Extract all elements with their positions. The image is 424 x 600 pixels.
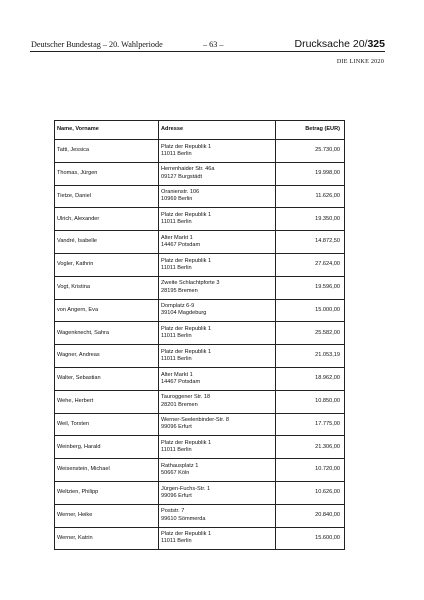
table-row bbox=[55, 413, 345, 436]
page-number: – 63 – bbox=[203, 40, 224, 49]
table-row bbox=[55, 504, 345, 527]
cell-address bbox=[159, 231, 276, 254]
address-street: Platz der Republik 1 bbox=[161, 326, 212, 332]
address-street: Platz der Republik 1 bbox=[161, 212, 212, 219]
address-street: Tauroggener Str. 18 bbox=[161, 394, 211, 401]
cell-amount: 10.720,00 bbox=[276, 459, 345, 482]
address-street: Rathausplatz 1 bbox=[161, 462, 199, 469]
cell-address bbox=[159, 390, 276, 413]
cell-name: Thomas, Jürgen bbox=[55, 162, 159, 185]
cell-name: von Angern, Eva bbox=[55, 299, 159, 322]
cell-amount: 11.626,00 bbox=[276, 185, 345, 208]
address-city: 39104 Magdeburg bbox=[161, 310, 207, 317]
table-row bbox=[55, 140, 345, 163]
address-street: Zweite Schlachtpforte 3 bbox=[161, 280, 220, 287]
cell-name: Vogler, Kathrin bbox=[55, 253, 159, 276]
cell-amount: 20.840,00 bbox=[276, 504, 345, 527]
cell-name: Tatti, Jessica bbox=[55, 140, 159, 163]
cell-name: Vogt, Kristina bbox=[55, 276, 159, 299]
address-city: 11011 Berlin bbox=[161, 447, 192, 454]
cell-amount: 14.872,50 bbox=[276, 231, 345, 254]
cell-address bbox=[159, 162, 276, 185]
cell-name: Weisenstein, Michael bbox=[55, 459, 159, 482]
address-street: Alter Markt 1 bbox=[161, 371, 193, 378]
table-row bbox=[55, 345, 345, 368]
cell-amount: 18.962,00 bbox=[276, 367, 345, 390]
cell-amount: 17.775,00 bbox=[276, 413, 345, 436]
cell-address bbox=[159, 413, 276, 436]
table-row bbox=[55, 322, 345, 345]
cell-address bbox=[159, 459, 276, 482]
cell-address bbox=[159, 253, 276, 276]
table-row bbox=[55, 390, 345, 413]
cell-name: Werner, Katrin bbox=[55, 527, 159, 550]
header-rule bbox=[30, 51, 385, 52]
address-city: 99610 Sömmerda bbox=[161, 515, 206, 522]
address-street: Werner-Seelenbinder-Str. 8 bbox=[161, 417, 229, 424]
address-street: Alter Markt 1 bbox=[161, 234, 193, 241]
column-header-amount: Betrag (EUR) bbox=[276, 121, 345, 140]
address-city: 50667 Köln bbox=[161, 470, 190, 477]
table-row bbox=[55, 185, 345, 208]
address-city: 11011 Berlin bbox=[161, 264, 192, 271]
table-row bbox=[55, 367, 345, 390]
column-header-name: Name, Vorname bbox=[55, 121, 159, 140]
document-number-prefix: Drucksache 20/ bbox=[294, 38, 368, 50]
donations-table bbox=[54, 120, 345, 550]
cell-amount: 25.730,00 bbox=[276, 140, 345, 163]
cell-name: Weltzien, Philipp bbox=[55, 481, 159, 504]
cell-address bbox=[159, 436, 276, 459]
table-row bbox=[55, 162, 345, 185]
address-city: 28201 Bremen bbox=[161, 401, 198, 408]
cell-amount: 19.998,00 bbox=[276, 162, 345, 185]
address-street: Platz der Republik 1 bbox=[161, 257, 212, 264]
cell-name: Ulrich, Alexander bbox=[55, 208, 159, 231]
table-row bbox=[55, 527, 345, 550]
address-city: 10969 Berlin bbox=[161, 196, 193, 203]
cell-address bbox=[159, 299, 276, 322]
cell-name: Werner, Heike bbox=[55, 504, 159, 527]
cell-name: Wagner, Andreas bbox=[55, 345, 159, 368]
header-left-title: Deutscher Bundestag – 20. Wahlperiode bbox=[31, 40, 163, 49]
address-city: 11011 Berlin bbox=[161, 219, 192, 226]
address-street: Platz der Republik 1 bbox=[161, 439, 212, 446]
cell-amount: 10.850,00 bbox=[276, 390, 345, 413]
cell-amount: 25.582,00 bbox=[276, 322, 345, 345]
cell-amount: 21.053,19 bbox=[276, 345, 345, 368]
cell-amount: 21.306,00 bbox=[276, 436, 345, 459]
address-street: Platz der Republik 1 bbox=[161, 531, 212, 538]
address-city: 11011 Berlin bbox=[161, 538, 192, 545]
cell-amount: 10.626,00 bbox=[276, 481, 345, 504]
table-row bbox=[55, 231, 345, 254]
address-street: Herrenhaider Str. 46a bbox=[161, 166, 215, 173]
cell-address bbox=[159, 208, 276, 231]
address-city: 11011 Berlin bbox=[161, 150, 192, 157]
cell-name: Wagenknecht, Sahra bbox=[55, 322, 159, 345]
address-city: 14467 Potsdam bbox=[161, 378, 201, 385]
table-row bbox=[55, 436, 345, 459]
table-body bbox=[55, 140, 345, 550]
address-city: 99096 Erfurt bbox=[161, 492, 192, 499]
table-row bbox=[55, 253, 345, 276]
cell-address bbox=[159, 527, 276, 550]
cell-address bbox=[159, 322, 276, 345]
table-row bbox=[55, 276, 345, 299]
address-city: 11011 Berlin bbox=[161, 333, 192, 340]
address-street: Jürgen-Fuchs-Str. 1 bbox=[161, 485, 211, 492]
cell-address bbox=[159, 276, 276, 299]
cell-amount: 15.600,00 bbox=[276, 527, 345, 550]
cell-amount: 19.350,00 bbox=[276, 208, 345, 231]
cell-address bbox=[159, 504, 276, 527]
table-header-row bbox=[55, 121, 345, 140]
address-street: Platz der Republik 1 bbox=[161, 348, 212, 355]
cell-name: Weil, Torsten bbox=[55, 413, 159, 436]
cell-name: Weinberg, Harald bbox=[55, 436, 159, 459]
cell-name: Vandré, Isabelle bbox=[55, 231, 159, 254]
table-row bbox=[55, 459, 345, 482]
cell-address bbox=[159, 185, 276, 208]
address-city: 14467 Potsdam bbox=[161, 242, 201, 249]
table-row bbox=[55, 299, 345, 322]
address-city: 28195 Bremen bbox=[161, 287, 198, 294]
table-row bbox=[55, 208, 345, 231]
cell-address bbox=[159, 345, 276, 368]
cell-amount: 27.624,00 bbox=[276, 253, 345, 276]
address-city: 09127 Burgstädt bbox=[161, 173, 203, 180]
table-row bbox=[55, 481, 345, 504]
cell-address bbox=[159, 481, 276, 504]
address-street: Poststr. 7 bbox=[161, 508, 185, 515]
cell-amount: 19.596,00 bbox=[276, 276, 345, 299]
cell-address bbox=[159, 140, 276, 163]
cell-address bbox=[159, 367, 276, 390]
address-street: Domplatz 6-9 bbox=[161, 303, 195, 310]
cell-name: Wehe, Herbert bbox=[55, 390, 159, 413]
cell-name: Walter, Sebastian bbox=[55, 367, 159, 390]
header-subtitle: DIE LINKE 2020 bbox=[336, 58, 384, 65]
address-city: 99096 Erfurt bbox=[161, 424, 192, 431]
document-number bbox=[295, 38, 385, 50]
column-header-address: Adresse bbox=[159, 121, 276, 140]
cell-amount: 15.000,00 bbox=[276, 299, 345, 322]
cell-name: Tietze, Daniel bbox=[55, 185, 159, 208]
document-number-value: 325 bbox=[367, 38, 385, 50]
address-street: Oranienstr. 106 bbox=[161, 189, 200, 196]
address-street: Platz der Republik 1 bbox=[161, 143, 212, 150]
address-city: 11011 Berlin bbox=[161, 356, 192, 363]
